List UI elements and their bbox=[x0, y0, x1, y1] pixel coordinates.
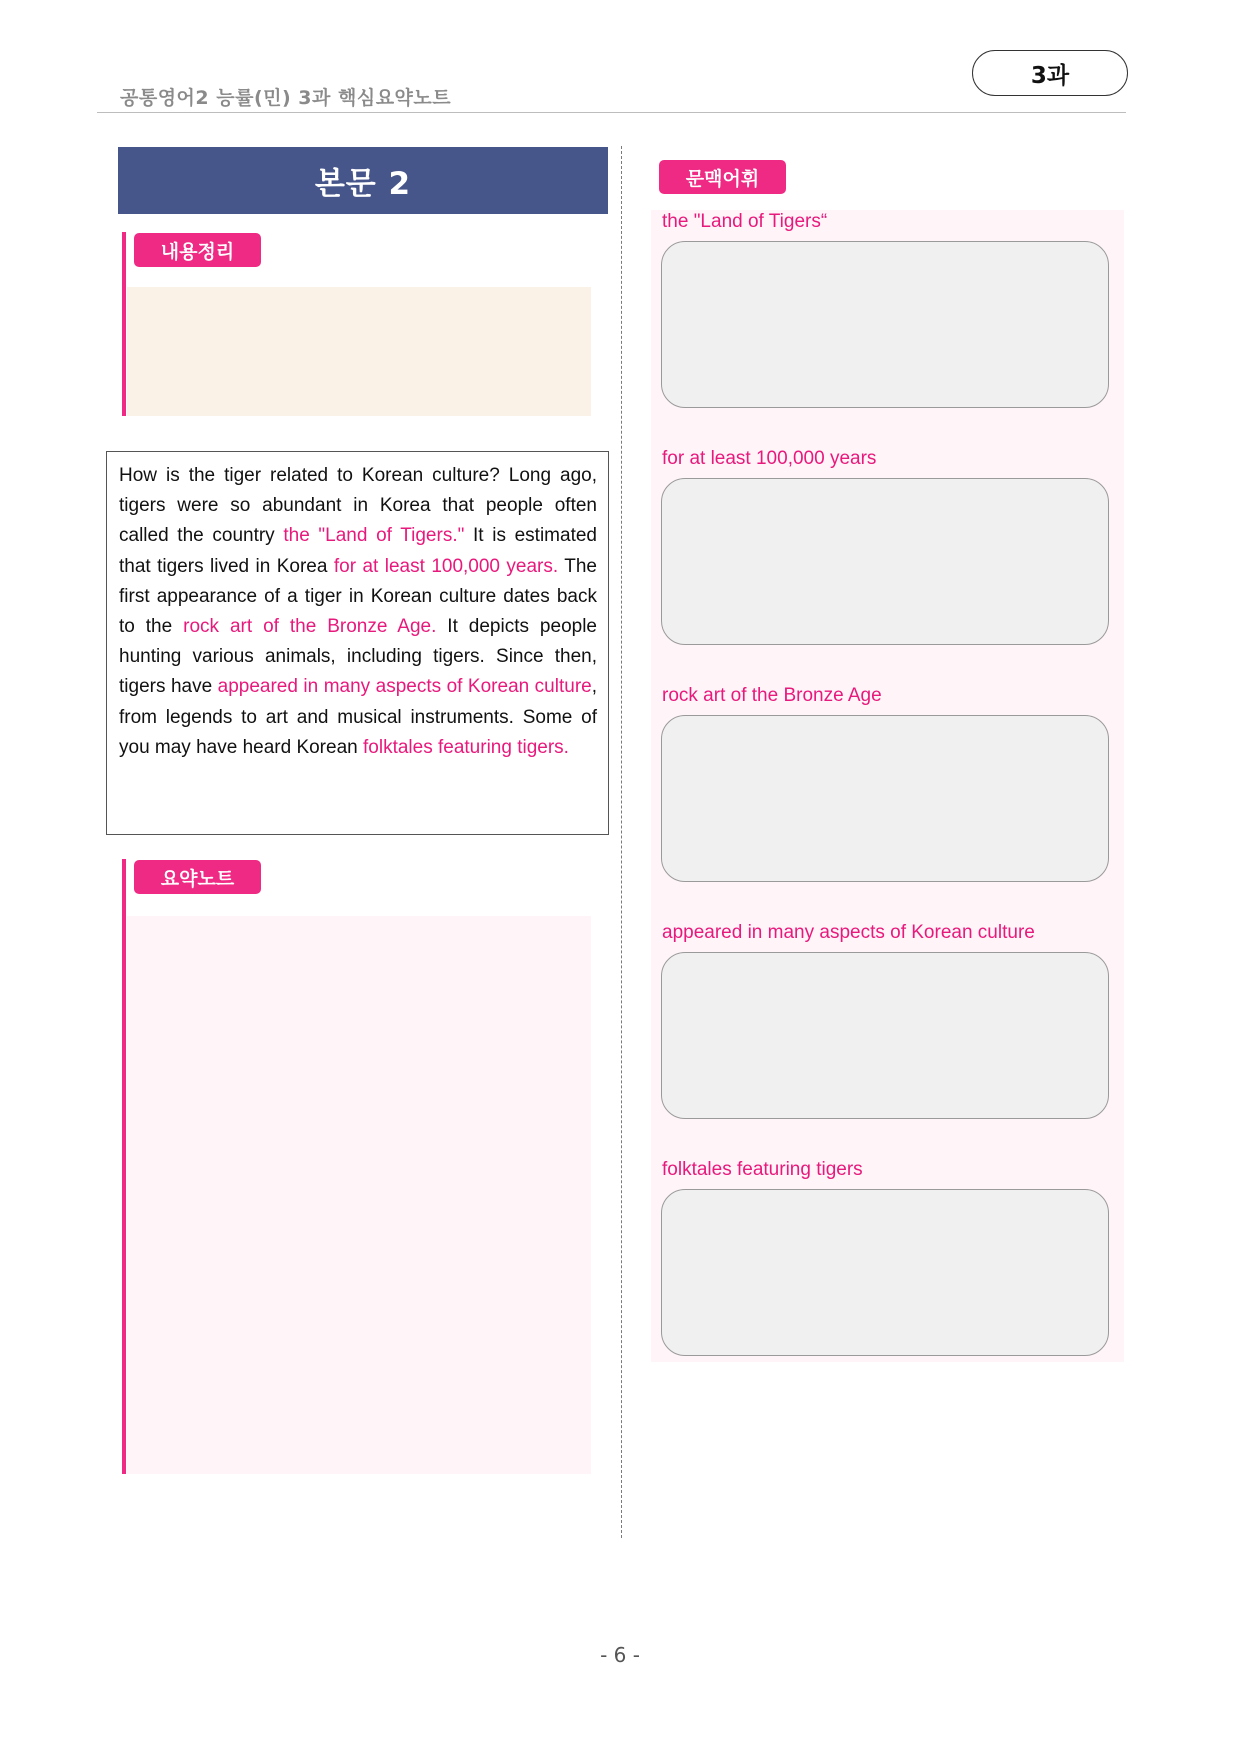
notes-tag: 요약노트 bbox=[134, 860, 261, 894]
page-number: - 6 - bbox=[600, 1643, 640, 1667]
vocab-label: appeared in many aspects of Korean culture bbox=[662, 922, 1035, 943]
vocab-label: the "Land of Tigers“ bbox=[662, 211, 828, 232]
vocab-answer-box[interactable] bbox=[661, 1189, 1109, 1356]
summary-tag: 내용정리 bbox=[134, 233, 261, 267]
vocab-label: for at least 100,000 years bbox=[662, 448, 877, 469]
summary-writing-area[interactable] bbox=[127, 287, 591, 416]
passage-segment: How is the tiger related to Korean culture? Long ago, tigers were so abundant in Korea that people often called the country bbox=[119, 465, 597, 547]
vocab-label: rock art of the Bronze Age bbox=[662, 685, 882, 706]
passage-segment: The first appearance of a tiger in Korean culture dates back to the bbox=[119, 555, 597, 638]
summary-accent-bar bbox=[122, 232, 126, 416]
passage-segment: It is estimated that tigers lived in Korea bbox=[119, 525, 597, 577]
notes-accent-bar bbox=[122, 859, 126, 1474]
vocab-answer-box[interactable] bbox=[661, 478, 1109, 645]
vocab-label: folktales featuring tigers bbox=[662, 1159, 863, 1180]
column-divider bbox=[621, 146, 622, 1538]
passage-text bbox=[106, 451, 609, 835]
lesson-badge: 3과 bbox=[972, 50, 1128, 96]
passage-key-phrase: folktales featuring tigers. bbox=[363, 736, 569, 758]
passage-segment: It depicts people hunting various animals, including tigers. Since then, tigers have bbox=[119, 616, 597, 698]
passage-segment: , from legends to art and musical instruments. Some of you may have heard Korean bbox=[119, 676, 597, 758]
document-header-title: 공통영어2 능률(민) 3과 핵심요약노트 bbox=[120, 87, 452, 109]
vocab-tag: 문맥어휘 bbox=[659, 160, 786, 194]
passage-key-phrase: the "Land of Tigers." bbox=[283, 525, 465, 547]
notes-writing-area[interactable] bbox=[127, 916, 591, 1474]
vocab-answer-box[interactable] bbox=[661, 952, 1109, 1119]
passage-key-phrase: rock art of the Bronze Age. bbox=[183, 616, 437, 638]
header-divider bbox=[97, 112, 1126, 113]
section-title: 본문 2 bbox=[118, 147, 608, 214]
vocab-answer-box[interactable] bbox=[661, 715, 1109, 882]
vocab-answer-box[interactable] bbox=[661, 241, 1109, 408]
passage-key-phrase: appeared in many aspects of Korean culture bbox=[217, 676, 592, 698]
passage-key-phrase: for at least 100,000 years. bbox=[333, 555, 559, 577]
